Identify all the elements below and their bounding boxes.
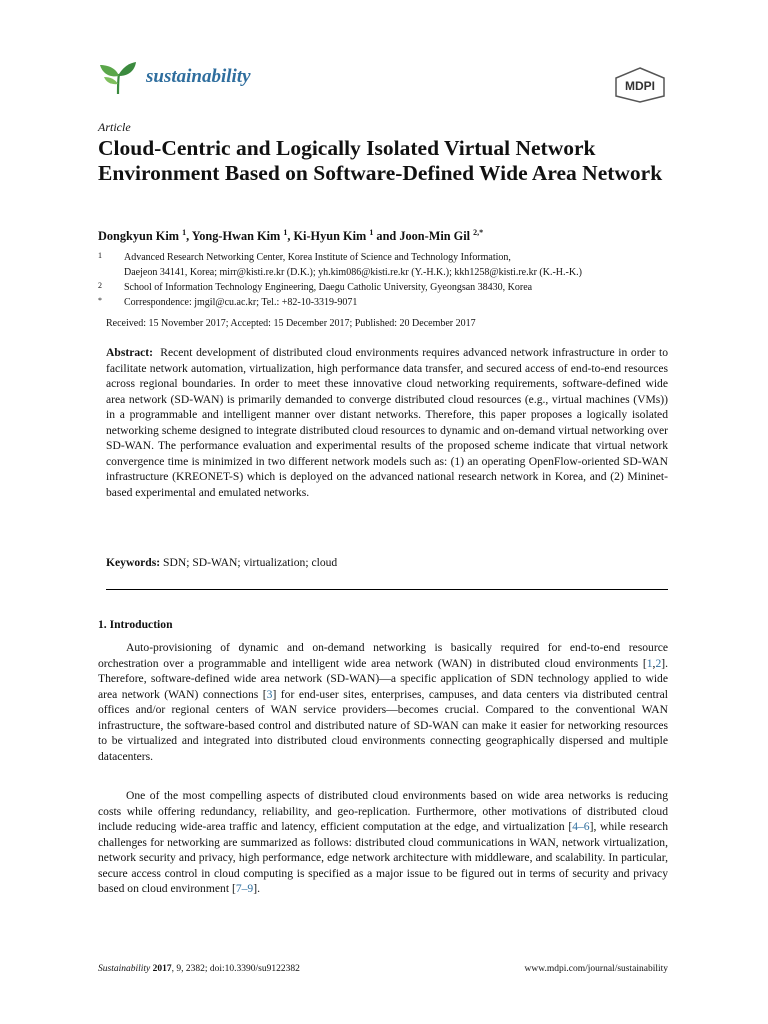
abstract bbox=[106, 345, 668, 500]
author-separator: and bbox=[373, 229, 400, 244]
citation-link[interactable]: 7–9 bbox=[235, 882, 254, 896]
author-affiliation-marker: 1 bbox=[182, 228, 187, 237]
affiliation-line: Correspondence: jmgil@cu.ac.kr; Tel.: +82-10-3319-9071 bbox=[124, 297, 358, 308]
keywords-label: Keywords: bbox=[106, 556, 161, 569]
author-separator: , bbox=[186, 229, 192, 244]
citation-link[interactable]: 3 bbox=[266, 687, 273, 701]
author-name: Yong-Hwan Kim bbox=[191, 229, 281, 244]
paragraph-1 bbox=[98, 640, 668, 764]
paragraph-text: One of the most compelling aspects of distributed cloud environments based on wide area networks is reducing costs while offering redundancy, reliability, and geo-replication. Furthermore, other motivations of distributed cloud include reducing wide-area traffic and latency, efficient computation at the edge, and virtualization [ bbox=[98, 789, 668, 834]
abstract-label: Abstract: bbox=[106, 346, 154, 359]
article-type: Article bbox=[98, 120, 131, 134]
affiliation-line: Advanced Research Networking Center, Korea Institute of Science and Technology Information, bbox=[124, 252, 511, 263]
leaf-sprout-icon bbox=[98, 60, 138, 96]
citation-link[interactable]: 2 bbox=[655, 656, 662, 670]
paragraph-text: ] for end-user sites, enterprises, campuses, and data centers via distributed central offices and/or regional centers of WAN service providers—becomes crucial. Compared to the conventional WAN infrastructure, the software-based control and distributed nature of SD-WAN can make it easier for networking resources to be virtualized and integrated into distributed cloud environments connecting geographically dispersed and multiple datacenters. bbox=[98, 687, 668, 763]
affiliation-line: Daejeon 34141, Korea; mirr@kisti.re.kr (D.K.); yh.kim086@kisti.re.kr (Y.-H.K.); kkh1258@kisti.re.kr (K.-H.-K.) bbox=[124, 267, 582, 278]
affiliation-marker: * bbox=[98, 296, 102, 305]
article-title: Cloud-Centric and Logically Isolated Virtual Network Environment Based on Software-Defined Wide Area Network bbox=[98, 136, 663, 185]
footer-year: 2017 bbox=[152, 964, 172, 974]
paragraph-text: ], while research challenges for networking are summarized as follows: distributed cloud communications in WAN, network virtualization, network security and privacy, high performance, edge network architecture with middleware, and scalability. In particular, secure access control in cloud computing is specified as a major issue to be figured out in terms of security and privacy based on cloud environment [ bbox=[98, 820, 668, 896]
section-heading: 1. Introduction bbox=[98, 618, 173, 631]
publication-dates: Received: 15 November 2017; Accepted: 15 December 2017; Published: 20 December 2017 bbox=[106, 318, 476, 329]
author-affiliation-marker: 1 bbox=[283, 228, 288, 237]
affiliation-marker: 1 bbox=[98, 251, 102, 260]
paragraph-2 bbox=[98, 788, 668, 897]
footer-citation bbox=[98, 964, 300, 974]
keywords bbox=[106, 556, 337, 569]
author-separator: , bbox=[287, 229, 294, 244]
paragraph-text: ]. Therefore, software-defined wide area network (SD-WAN)—a specific application of SDN technology applied to wide area network (WAN) connections [ bbox=[98, 656, 668, 701]
citation-link[interactable]: 1 bbox=[646, 656, 653, 670]
author-name: Dongkyun Kim bbox=[98, 229, 179, 244]
author-affiliation-marker: 2,* bbox=[473, 228, 484, 237]
section-divider bbox=[106, 589, 668, 590]
footer-journal: Sustainability bbox=[98, 964, 151, 974]
footer-citation-rest: , 9, 2382; doi:10.3390/su9122382 bbox=[171, 964, 300, 974]
abstract-text: Recent development of distributed cloud environments requires advanced network infrastructure in order to facilitate network automation, virtualization, high performance data transfer, and secured access of end-to-end resources across regional boundaries. In order to meet these innovative cloud networking requirements, software-defined wide area network (SD-WAN) is primarily demanded to converge distributed cloud resources (e.g., virtual machines (VMs)) in a programmable and intelligent manner over distant networks. Therefore, this paper proposes a logically isolated networking scheme designed to integrate distributed cloud resources to dynamic and on-demand virtual networking over SD-WAN. The performance evaluation and experimental results of the proposed scheme indicate that virtual network convergence time is minimized in two different network models such as: (1) an operating OpenFlow-oriented SD-WAN infrastructure (KREONET-S) which is deployed on the advanced national research network in Korea, and (2) Mininet-based experimental and emulated networks. bbox=[106, 346, 668, 499]
author-affiliation-marker: 1 bbox=[369, 228, 374, 237]
affiliation-marker: 2 bbox=[98, 281, 102, 290]
keywords-text: SDN; SD-WAN; virtualization; cloud bbox=[163, 556, 338, 569]
author-name: Joon-Min Gil bbox=[399, 229, 471, 244]
paragraph-text: ]. bbox=[253, 882, 260, 896]
author-name: Ki-Hyun Kim bbox=[293, 229, 367, 244]
paragraph-text: Auto-provisioning of dynamic and on-demand networking is basically required for end-to-end resource orchestration over a programmable and intelligent wide area network (WAN) in distributed cloud environments [ bbox=[98, 641, 668, 670]
mdpi-logo bbox=[612, 66, 668, 104]
mdpi-logo-text: MDPI bbox=[625, 79, 655, 93]
citation-link[interactable]: 4–6 bbox=[572, 820, 590, 834]
journal-name: sustainability bbox=[146, 66, 251, 87]
affiliation-line: School of Information Technology Engineering, Daegu Catholic University, Gyeongsan 38430, Korea bbox=[124, 282, 533, 293]
footer-url[interactable]: www.mdpi.com/journal/sustainability bbox=[524, 964, 668, 974]
author-list bbox=[98, 228, 483, 244]
paragraph-text: , bbox=[652, 656, 656, 670]
